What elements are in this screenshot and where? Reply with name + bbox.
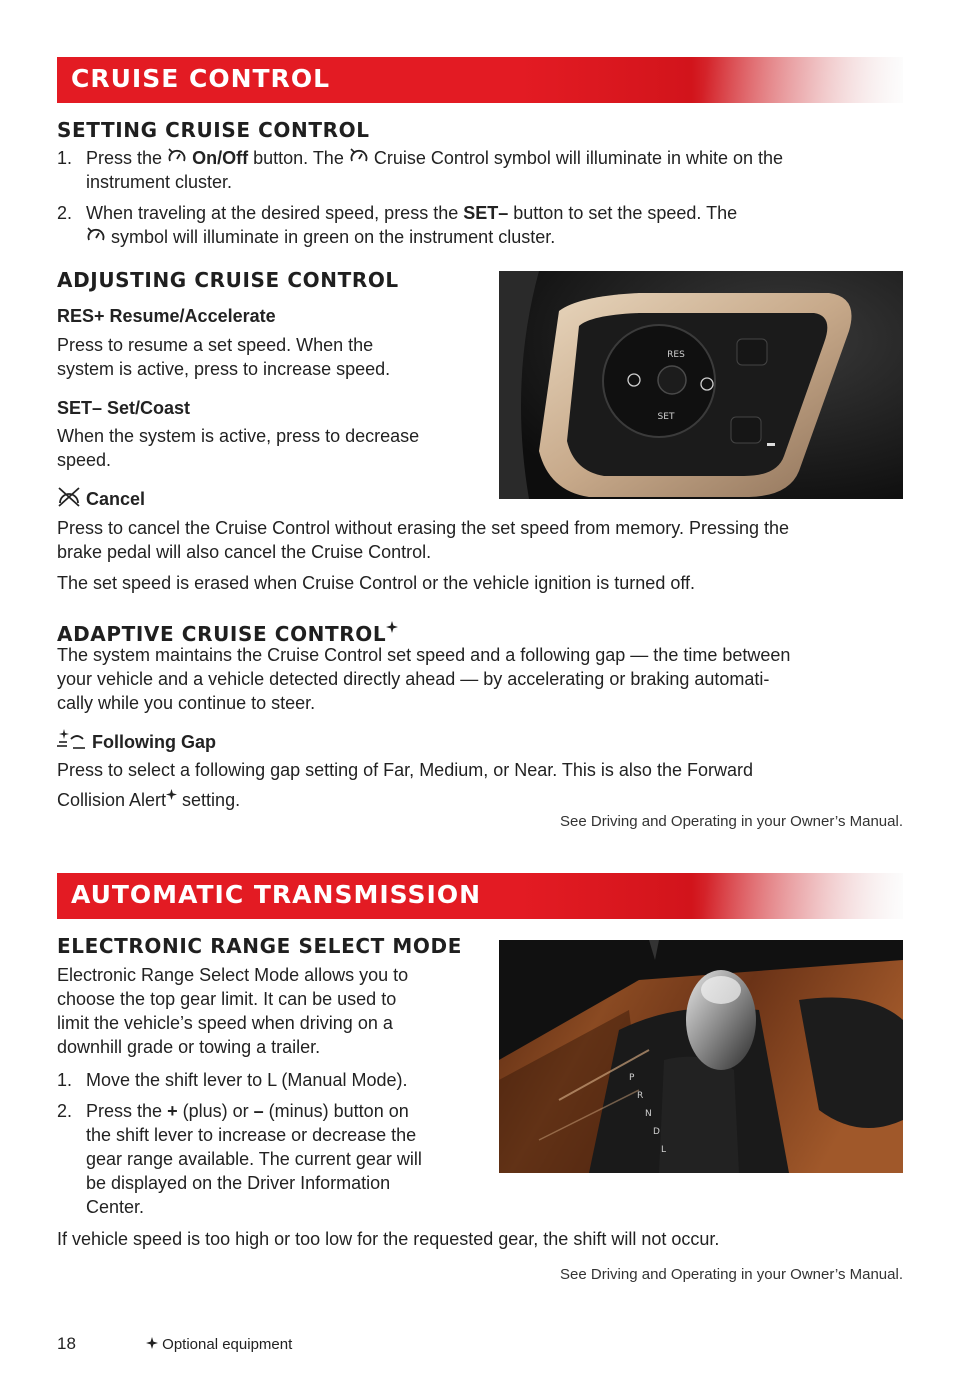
cruise-control-title: CRUISE CONTROL <box>71 64 330 93</box>
setting-step-2-cont <box>86 225 906 252</box>
res-button-label: RES <box>667 350 685 360</box>
see-owners-manual-note: See Driving and Operating in your Owner’s Manual. <box>560 1266 903 1283</box>
cancel-row <box>57 486 657 514</box>
cancel-label: Cancel <box>86 489 146 509</box>
cruise-control-banner <box>57 57 903 103</box>
cruise-control-icon <box>349 147 369 173</box>
range-step-2-cont: gear range available. The current gear will <box>86 1149 422 1169</box>
res-label: RES+ Resume/Accelerate <box>57 306 276 326</box>
optional-equipment-legend <box>146 1333 292 1357</box>
plus-symbol: + <box>167 1101 178 1121</box>
page-number: 18 <box>57 1334 76 1353</box>
gear-shifter-photo <box>499 940 903 1173</box>
set-button-label: SET <box>657 412 675 422</box>
adaptive-text: cally while you continue to steer. <box>57 693 316 713</box>
gap-text-b: setting. <box>177 790 241 810</box>
step-number: 1. <box>57 1070 73 1090</box>
cruise-control-icon <box>86 226 106 252</box>
optional-equipment-icon <box>386 614 398 638</box>
optional-equipment-icon <box>166 782 177 806</box>
step-text: Press the <box>86 148 163 168</box>
svg-text:N: N <box>645 1109 652 1119</box>
automatic-transmission-banner <box>57 873 903 919</box>
step-text: When traveling at the desired speed, press the <box>86 203 459 223</box>
range-intro: downhill grade or towing a trailer. <box>57 1037 321 1057</box>
step-text: symbol will illuminate in green on the instrument cluster. <box>111 227 556 247</box>
adaptive-heading-text: ADAPTIVE CRUISE CONTROL <box>57 622 387 646</box>
step-number: 2. <box>57 203 73 223</box>
following-gap-icon <box>57 729 87 757</box>
range-intro: choose the top gear limit. It can be used to <box>57 989 397 1009</box>
step-text: button. The <box>253 148 344 168</box>
setting-cruise-heading: SETTING CRUISE CONTROL <box>57 118 370 142</box>
optional-equipment-icon <box>146 1333 158 1357</box>
adaptive-text: your vehicle and a vehicle detected directly ahead — by accelerating or braking automati- <box>57 669 770 689</box>
setting-step-1-cont: instrument cluster. <box>86 172 233 192</box>
following-gap-label: Following Gap <box>92 732 217 752</box>
setting-step-2 <box>86 201 906 225</box>
cancel-text: brake pedal will also cancel the Cruise Control. <box>57 542 432 562</box>
gap-text-2 <box>57 782 240 812</box>
following-gap-row <box>57 729 457 757</box>
adaptive-text: The system maintains the Cruise Control set speed and a following gap — the time between <box>57 645 791 665</box>
step-text: (plus) or <box>182 1101 249 1121</box>
step-text: Cruise Control symbol will illuminate in white on the <box>373 148 784 168</box>
set-label: SET– <box>463 203 509 223</box>
res-text: Press to resume a set speed. When the <box>57 335 374 355</box>
onoff-label: On/Off <box>192 148 249 168</box>
gap-text-a: Collision Alert <box>57 790 167 810</box>
adjusting-cruise-heading: ADJUSTING CRUISE CONTROL <box>57 268 399 292</box>
range-intro: Electronic Range Select Mode allows you to <box>57 965 409 985</box>
svg-text:D: D <box>653 1127 660 1137</box>
range-step-1: Move the shift lever to L (Manual Mode). <box>86 1070 408 1090</box>
step-text: (minus) button on <box>268 1101 409 1121</box>
optional-equipment-label: Optional equipment <box>162 1336 293 1353</box>
svg-text:R: R <box>637 1091 644 1101</box>
range-step-2-cont: Center. <box>86 1197 145 1217</box>
range-step-2 <box>86 1099 486 1123</box>
set-coast-label: SET– Set/Coast <box>57 398 191 418</box>
set-coast-text: speed. <box>57 450 112 470</box>
banner-sweep <box>573 873 903 919</box>
step-text: button to set the speed. The <box>513 203 738 223</box>
cancel-cruise-icon <box>57 486 81 514</box>
steering-wheel-photo <box>499 271 903 499</box>
step-number: 2. <box>57 1101 73 1121</box>
see-owners-manual-note: See Driving and Operating in your Owner’s Manual. <box>560 813 903 830</box>
cancel-text: Press to cancel the Cruise Control without erasing the set speed from memory. Pressing the <box>57 518 789 538</box>
erase-text: The set speed is erased when Cruise Control or the vehicle ignition is turned off. <box>57 573 696 593</box>
range-step-2-cont: the shift lever to increase or decrease the <box>86 1125 417 1145</box>
res-text: system is active, press to increase speed. <box>57 359 391 379</box>
svg-text:L: L <box>661 1145 667 1155</box>
setting-step-1 <box>86 146 906 173</box>
minus-symbol: – <box>253 1101 264 1121</box>
gap-text: Press to select a following gap setting of Far, Medium, or Near. This is also the Forward <box>57 760 753 780</box>
banner-sweep <box>573 57 903 103</box>
adaptive-cruise-heading <box>57 614 398 646</box>
step-text: Press the <box>86 1101 163 1121</box>
automatic-transmission-title: AUTOMATIC TRANSMISSION <box>71 880 482 909</box>
electronic-range-heading: ELECTRONIC RANGE SELECT MODE <box>57 934 462 958</box>
step-number: 1. <box>57 148 73 168</box>
transmission-closing: If vehicle speed is too high or too low for the requested gear, the shift will not occur. <box>57 1229 720 1249</box>
set-coast-text: When the system is active, press to decrease <box>57 426 420 446</box>
svg-text:P: P <box>629 1073 635 1083</box>
range-intro: limit the vehicle’s speed when driving on a <box>57 1013 393 1033</box>
range-step-2-cont: be displayed on the Driver Information <box>86 1173 391 1193</box>
